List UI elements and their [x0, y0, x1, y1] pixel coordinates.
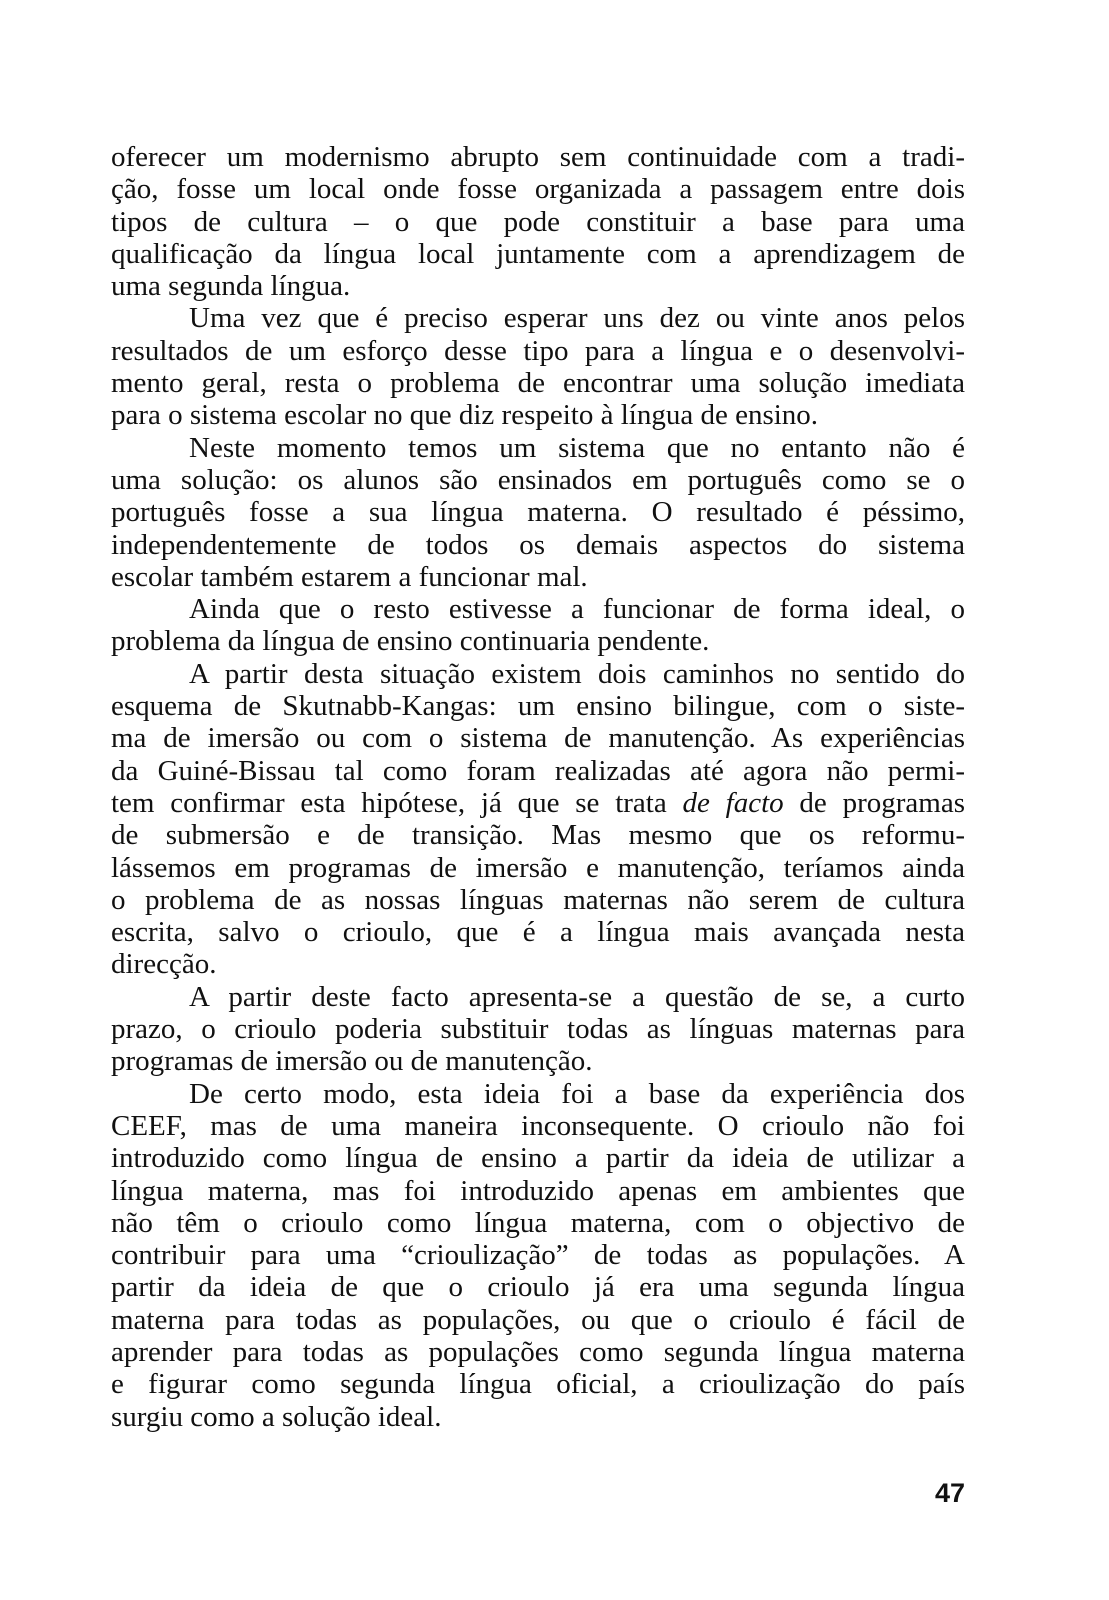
text-line: materna para todas as populações, ou que o crioulo é fácil de [111, 1303, 965, 1336]
paragraph [111, 302, 965, 431]
text-line: ma de imersão ou com o sistema de manutenção. As experiências [111, 722, 965, 755]
text-line: partir da ideia de que o crioulo já era uma segunda língua [111, 1271, 965, 1304]
italic-text: de facto [682, 786, 784, 819]
paragraph [111, 1078, 965, 1433]
text-line: e figurar como segunda língua oficial, a crioulização do país [111, 1368, 965, 1401]
text-line: Ainda que o resto estivesse a funcionar de forma ideal, o [189, 593, 965, 626]
text-line: uma solução: os alunos são ensinados em português como se o [111, 463, 965, 496]
text-line: programas de imersão ou de manutenção. [111, 1045, 593, 1078]
text-line: escrita, salvo o crioulo, que é a língua mais avançada nesta [111, 916, 965, 949]
text-line: qualificação da língua local juntamente com a aprendizagem de [111, 237, 965, 270]
text-line: Neste momento temos um sistema que no entanto não é [189, 431, 965, 464]
text-line: o problema de as nossas línguas maternas não serem de cultura [111, 883, 965, 916]
text-line: mento geral, resta o problema de encontrar uma solução imediata [111, 367, 965, 400]
text-line: problema da língua de ensino continuaria pendente. [111, 625, 710, 658]
body-text [111, 141, 965, 1433]
page-number: 47 [934, 1478, 965, 1508]
text-line: introduzido como língua de ensino a partir da ideia de utilizar a [111, 1142, 965, 1175]
text-line: prazo, o crioulo poderia substituir todas as línguas maternas para [111, 1013, 965, 1046]
text-line: esquema de Skutnabb-Kangas: um ensino bilingue, com o siste- [111, 690, 965, 723]
text-line: aprender para todas as populações como segunda língua materna [111, 1335, 965, 1368]
text-line [111, 787, 965, 819]
text-line: direcção. [111, 948, 217, 981]
paragraph [111, 432, 965, 593]
text-line: de submersão e de transição. Mas mesmo que os reformu- [111, 819, 965, 852]
paragraph [111, 658, 965, 981]
text-line: tipos de cultura – o que pode constituir a base para uma [111, 205, 965, 238]
text-line: uma segunda língua. [111, 270, 351, 303]
text-line: da Guiné-Bissau tal como foram realizadas até agora não permi- [111, 754, 965, 787]
text-line: resultados de um esforço desse tipo para a língua e o desenvolvi- [111, 334, 965, 367]
text-line: A partir deste facto apresenta-se a questão de se, a curto [189, 980, 965, 1013]
text-line: língua materna, mas foi introduzido apenas em ambientes que [111, 1174, 965, 1207]
text-line: Uma vez que é preciso esperar uns dez ou vinte anos pelos [189, 302, 965, 335]
text-line: De certo modo, esta ideia foi a base da experiência dos [189, 1077, 965, 1110]
paragraph [111, 141, 965, 302]
text-line: independentemente de todos os demais aspectos do sistema [111, 528, 965, 561]
paragraph [111, 981, 965, 1078]
text-line: oferecer um modernismo abrupto sem continuidade com a tradi- [111, 141, 965, 173]
text-segment: tem confirmar esta hipótese, já que se trata [111, 786, 683, 819]
text-line: não têm o crioulo como língua materna, com o objectivo de [111, 1206, 965, 1239]
text-line: português fosse a sua língua materna. O resultado é péssimo, [111, 496, 965, 529]
text-line: CEEF, mas de uma maneira inconsequente. O crioulo não foi [111, 1109, 965, 1142]
text-line: A partir desta situação existem dois caminhos no sentido do [189, 657, 965, 690]
text-line: ção, fosse um local onde fosse organizada a passagem entre dois [111, 173, 965, 206]
text-line: contribuir para uma “crioulização” de todas as populações. A [111, 1239, 965, 1272]
text-line: surgiu como a solução ideal. [111, 1400, 442, 1433]
text-line: para o sistema escolar no que diz respeito à língua de ensino. [111, 399, 819, 432]
paragraph [111, 593, 965, 658]
text-line: lássemos em programas de imersão e manutenção, teríamos ainda [111, 851, 965, 884]
text-segment: de programas [783, 786, 965, 819]
text-line: escolar também estarem a funcionar mal. [111, 560, 588, 593]
